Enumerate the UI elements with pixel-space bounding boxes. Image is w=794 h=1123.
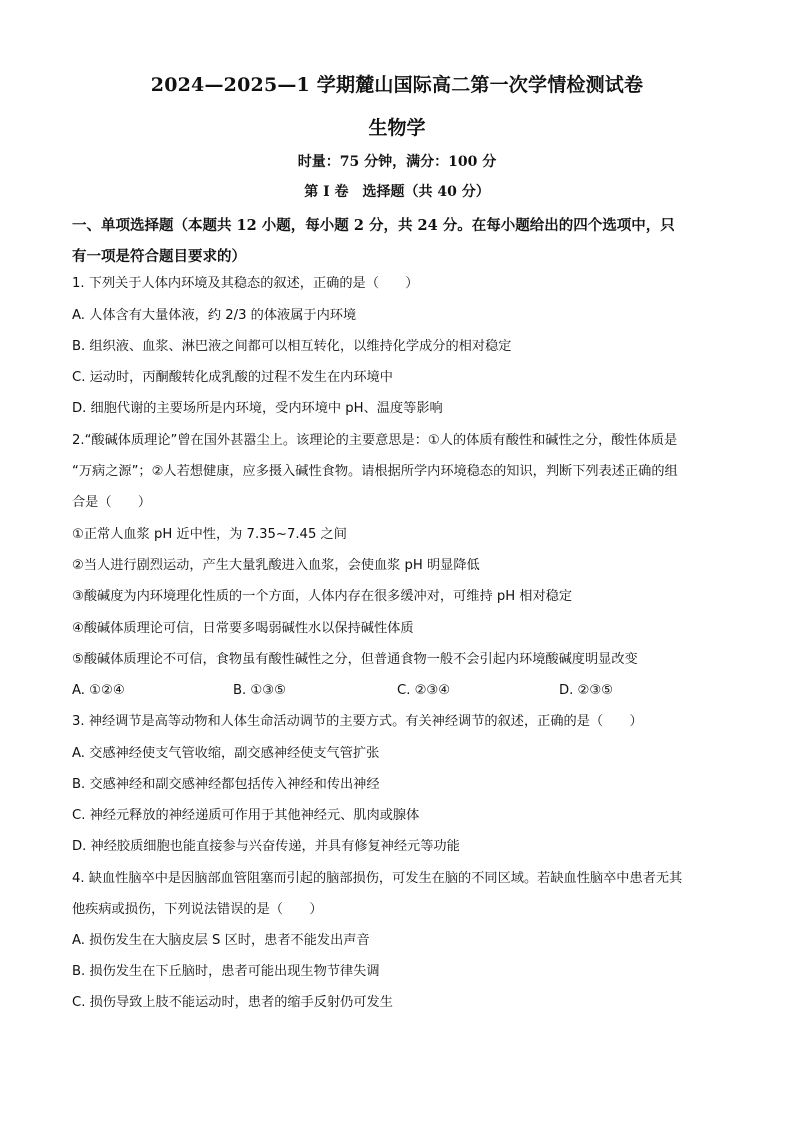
question-1-option-a: A. 人体含有大量体液，约 2/3 的体液属于内环境 xyxy=(72,308,357,323)
question-2-option-d: D. ②③⑤ xyxy=(559,683,614,698)
section-heading xyxy=(72,210,722,272)
question-2-stem: 2.“酸碱体质理论”曾在国外甚嚣尘上。该理论的主要意思是：①人的体质有酸性和碱性之分，酸性体质是 xyxy=(72,433,678,448)
question-3-option-c: C. 神经元释放的神经递质可作用于其他神经元、肌肉或腺体 xyxy=(72,808,420,823)
question-4-stem: 4. 缺血性脑卒中是因脑部血管阻塞而引起的脑部损伤，可发生在脑的不同区域。若缺血性脑卒中患者无其 xyxy=(72,871,683,886)
question-2-stem: 合是（ ） xyxy=(72,495,152,510)
exam-title: 2024—2025—1 学期麓山国际高二第一次学情检测试卷 xyxy=(150,74,644,96)
question-4-option-c: C. 损伤导致上肢不能运动时，患者的缩手反射仍可发生 xyxy=(72,995,393,1010)
question-2-statement-3: ③酸碱度为内环境理化性质的一个方面，人体内存在很多缓冲对，可维持 pH 相对稳定 xyxy=(72,589,573,604)
question-4-option-b: B. 损伤发生在下丘脑时，患者可能出现生物节律失调 xyxy=(72,964,380,979)
question-2-statement-2: ②当人进行剧烈运动，产生大量乳酸进入血浆，会使血浆 pH 明显降低 xyxy=(72,558,480,573)
question-2-statement-4: ④酸碱体质理论可信，日常要多喝弱碱性水以保持碱性体质 xyxy=(72,621,414,636)
question-1-option-c: C. 运动时，丙酮酸转化成乳酸的过程不发生在内环境中 xyxy=(72,370,393,385)
question-4-option-a: A. 损伤发生在大脑皮层 S 区时，患者不能发出声音 xyxy=(72,933,370,948)
exam-meta: 时量：75 分钟，满分：100 分 xyxy=(297,154,497,170)
question-1-stem: 1. 下列关于人体内环境及其稳态的叙述，正确的是（ ） xyxy=(72,276,419,291)
question-2-stem: “万病之源”；②人若想健康，应多摄入碱性食物。请根据所学内环境稳态的知识，判断下列表述正确的组 xyxy=(72,464,678,479)
question-1-option-b: B. 组织液、血浆、淋巴液之间都可以相互转化，以维持化学成分的相对稳定 xyxy=(72,339,512,354)
question-2-statement-1: ①正常人血浆 pH 近中性，为 7.35~7.45 之间 xyxy=(72,527,347,542)
section-heading-line: 有一项是符合题目要求的） xyxy=(72,248,246,265)
question-3-option-d: D. 神经胶质细胞也能直接参与兴奋传递，并具有修复神经元等功能 xyxy=(72,839,460,854)
question-2-option-b: B. ①③⑤ xyxy=(233,683,286,698)
question-3-option-b: B. 交感神经和副交感神经都包括传入神经和传出神经 xyxy=(72,777,380,792)
question-2-option-a: A. ①②④ xyxy=(72,683,125,698)
section-heading-line: 一、单项选择题（本题共 12 小题，每小题 2 分，共 24 分。在每小题给出的四个选项中，只 xyxy=(72,217,675,234)
question-1-option-d: D. 细胞代谢的主要场所是内环境，受内环境中 pH、温度等影响 xyxy=(72,401,443,416)
question-3-stem: 3. 神经调节是高等动物和人体生命活动调节的主要方式。有关神经调节的叙述，正确的是（ ） xyxy=(72,714,643,729)
question-4-stem: 他疾病或损伤，下列说法错误的是（ ） xyxy=(72,902,323,917)
question-2-statement-5: ⑤酸碱体质理论不可信，食物虽有酸性碱性之分，但普通食物一般不会引起内环境酸碱度明显改变 xyxy=(72,652,638,667)
volume-title: 第 I 卷 选择题（共 40 分） xyxy=(304,184,490,200)
question-2-option-c: C. ②③④ xyxy=(397,683,451,698)
question-3-option-a: A. 交感神经使支气管收缩，副交感神经使支气管扩张 xyxy=(72,746,380,761)
subject-title: 生物学 xyxy=(368,117,426,139)
